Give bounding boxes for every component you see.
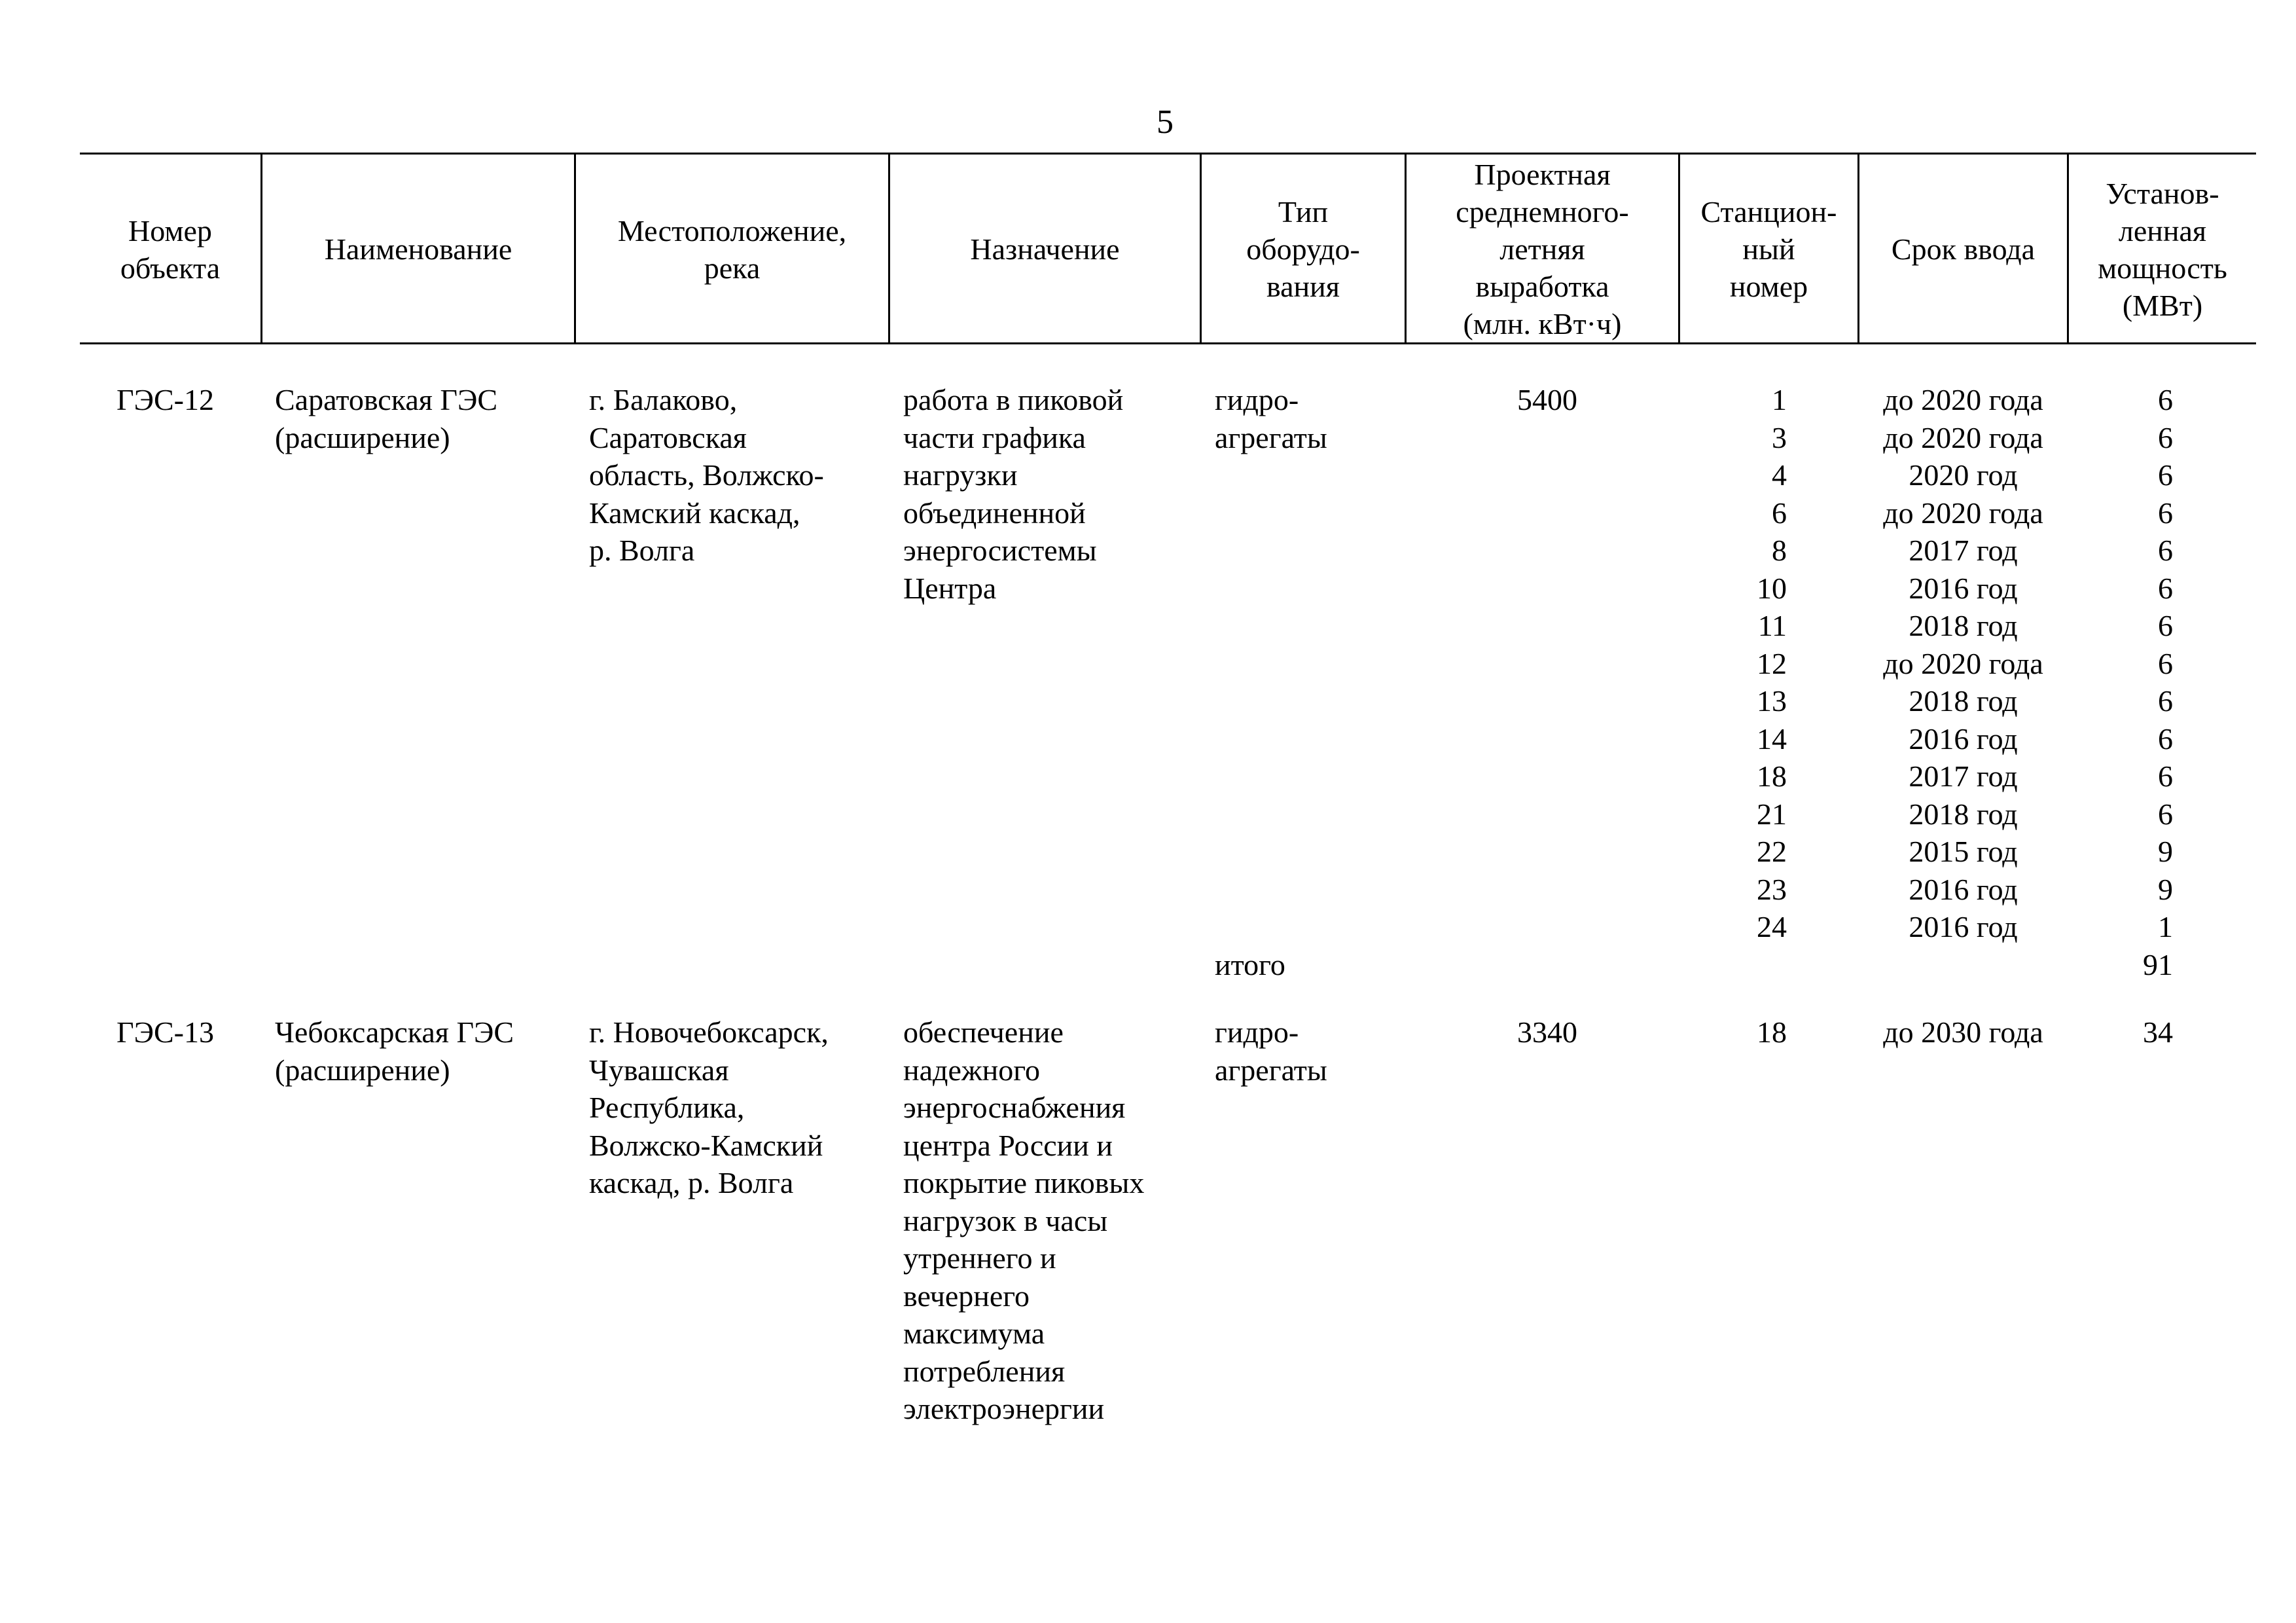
object-purpose: обеспечение надежного энергоснабжения центра России и покрытие пиковых нагрузок в часы утреннего и вечернего максимума потребления электроэнергии [903,1015,1145,1425]
installed-capacity: 6 [2158,609,2173,642]
page-number: 5 [1157,103,1174,141]
station-number: 14 [1757,721,1787,756]
header-output: Проектная среднемного- летняя выработка (млн. кВт·ч) [1456,158,1629,340]
table-header-bottom-border [80,342,2256,344]
annual-output: 3340 [1517,1015,1577,1049]
installed-capacity: 6 [2158,496,2173,530]
annual-output: 5400 [1517,383,1577,416]
header-object-number: Номер объекта [120,213,221,285]
equipment-type: гидро- агрегаты [1215,383,1327,454]
station-number: 6 [1772,496,1787,530]
object-number: ГЭС-12 [117,383,214,416]
station-number: 10 [1757,571,1787,605]
station-number: 12 [1757,646,1787,680]
station-number: 21 [1757,797,1787,831]
installed-capacity-list [2094,381,2173,946]
commissioning-term: 2017 год [1909,534,2018,567]
station-number: 4 [1772,458,1787,492]
station-number: 24 [1757,910,1787,943]
station-number: 18 [1757,1015,1787,1049]
commissioning-term: 2016 год [1909,721,2018,756]
installed-capacity: 6 [2158,797,2173,831]
total-label: итого [1215,948,1285,981]
installed-capacity: 6 [2158,571,2173,605]
commissioning-term: 2015 год [1909,835,2018,868]
installed-capacity: 9 [2158,872,2173,906]
object-location: г. Балаково, Саратовская область, Волжско- Камский каскад, р. Волга [589,383,824,567]
commissioning-term: 2018 год [1909,684,2018,718]
header-location: Местоположение, река [617,213,847,285]
commissioning-term: 2020 год [1909,458,2018,492]
station-number: 22 [1757,835,1787,868]
station-number: 3 [1772,420,1787,454]
commissioning-term: до 2020 года [1883,496,2043,530]
commissioning-term: 2016 год [1909,872,2018,906]
installed-capacity: 6 [2158,759,2173,793]
station-number: 8 [1772,534,1787,567]
installed-capacity: 6 [2158,684,2173,718]
installed-capacity: 6 [2158,420,2173,454]
object-number: ГЭС-13 [117,1015,214,1049]
commissioning-term: 2016 год [1909,910,2018,943]
header-purpose: Назначение [970,232,1120,266]
commissioning-term: до 2020 года [1883,646,2043,680]
station-number: 18 [1757,759,1787,793]
commissioning-term: 2018 год [1909,797,2018,831]
total-capacity: 91 [2143,948,2173,981]
commissioning-term: до 2020 года [1883,383,2043,416]
object-name: Саратовская ГЭС (расширение) [275,383,498,454]
station-number: 13 [1757,684,1787,718]
header-commissioning: Срок ввода [1891,232,2036,266]
installed-capacity: 6 [2158,383,2173,416]
commissioning-term-list [1859,381,2067,946]
header-name: Наименование [324,232,512,266]
object-purpose: работа в пиковой части графика нагрузки объединенной энергосистемы Центра [903,383,1124,605]
commissioning-term: 2016 год [1909,571,2018,605]
installed-capacity: 6 [2158,646,2173,680]
header-equipment-type: Тип оборудо- вания [1246,195,1360,303]
commissioning-term: 2018 год [1909,609,2018,642]
station-number: 11 [1757,609,1787,642]
object-name: Чебоксарская ГЭС (расширение) [275,1015,514,1087]
installed-capacity: 9 [2158,835,2173,868]
commissioning-term: до 2030 года [1883,1015,2043,1049]
station-number: 23 [1757,872,1787,906]
header-capacity: Установ- ленная мощность (МВт) [2098,176,2227,322]
object-location: г. Новочебоксарск, Чувашская Республика, Волжско-Камский каскад, р. Волга [589,1015,829,1199]
installed-capacity: 6 [2158,534,2173,567]
installed-capacity: 34 [2143,1015,2173,1049]
installed-capacity: 6 [2158,721,2173,756]
table-top-border [80,153,2256,155]
installed-capacity: 6 [2158,458,2173,492]
header-station-number: Станцион- ный номер [1700,195,1837,303]
equipment-type: гидро- агрегаты [1215,1015,1327,1087]
installed-capacity: 1 [2158,910,2173,943]
station-number: 1 [1772,383,1787,416]
station-number-list [1702,381,1787,946]
commissioning-term: 2017 год [1909,759,2018,793]
commissioning-term: до 2020 года [1883,420,2043,454]
